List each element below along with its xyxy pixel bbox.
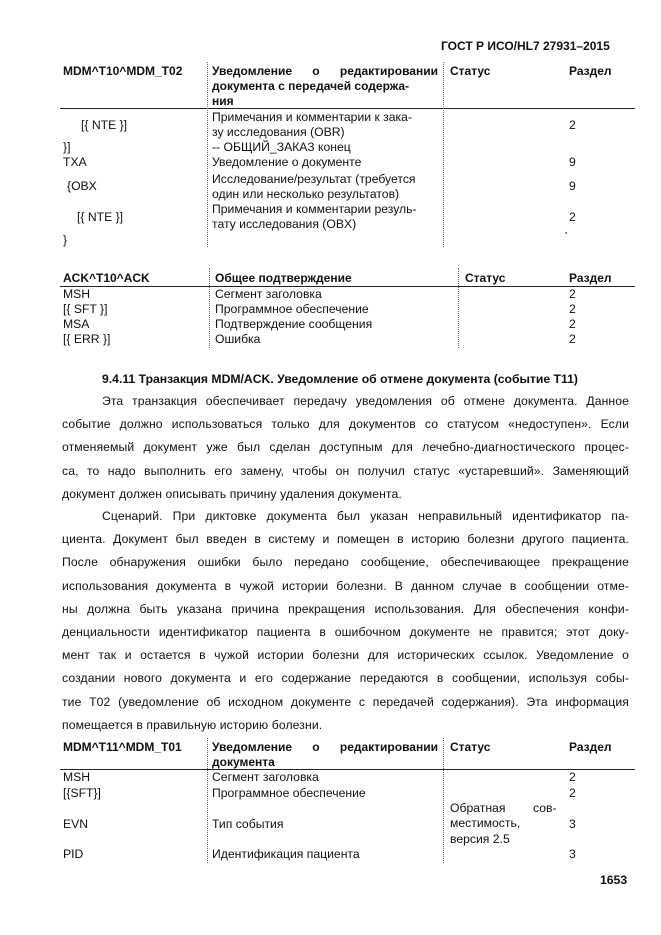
paragraph-line: Эта транзакция обеспечивает передачу уведомления об отмене документа. Данное [102,394,629,408]
table2-header-rule [60,286,635,287]
table-row-desc: Программное обеспечение [215,302,369,316]
table3-r1-section: 2 [569,770,576,784]
table1-r2-segment: }] [63,140,71,154]
table-row-segment: [{ ERR }] [63,332,111,346]
table3-r3-desc: Тип события [212,817,284,831]
page-number: 1653 [600,873,628,887]
table1-r6-segment: } [63,233,68,247]
section-heading: 9.4.11 Транзакция MDM/ACK. Уведомление об отмене документа (событие T11) [102,372,578,386]
table3-col2-header-line1: Уведомление о редактировании [212,740,438,754]
table1-col4-header: Раздел [569,64,612,78]
table1-divider [443,62,444,247]
table3-header-rule [60,769,635,770]
table3-col2-header-line2: документа [212,755,275,769]
paragraph-line: событие должно использоваться только для документов со статусом «недоступен». Если [62,417,629,432]
paragraph-line: создании нового документа и его содержание передаются в сообщении, используя собы- [62,671,629,686]
table1-r5-section: 2 [569,210,576,224]
table2-divider [458,268,459,348]
table1-r1-desc-line2: зу исследования (OBR) [212,125,345,139]
paragraph-line: ны должна быть указана причина прекращения использования. Для обеспечения конфи- [62,601,629,616]
table3-r4-segment: PID [63,847,84,861]
paragraph-line: документ должен описывать причину удаления документа. [62,486,402,501]
table1-r1-section: 2 [569,118,576,132]
paragraph-line: отменяемый документ уже был сделан доступным для лечебно-диагностического процес- [62,440,629,455]
table1-r4-segment: {OBX [67,179,97,193]
table1-col2-header-line1: Уведомление о редактировании [212,64,438,78]
table1-r4-desc-line1: Исследование/результат (требуется [212,172,416,186]
paragraph-1 [62,390,629,506]
standard-header: ГОСТ Р ИСО/HL7 27931–2015 [441,39,610,53]
table1-r2-desc: -- ОБЩИЙ_ЗАКАЗ конец [212,140,351,154]
table-row-section: 2 [569,287,576,301]
table1-r5-desc-line1: Примечания и комментарии резуль- [212,202,417,216]
table1-header-rule [60,108,635,109]
table3-r4-desc: Идентификация пациента [212,847,360,861]
paragraph-line: помещается в правильную историю болезни. [62,717,323,732]
table3-r2-desc: Программное обеспечение [212,786,366,800]
table2-col4-header: Раздел [569,271,612,285]
table1-r1-segment: [{ NTE }] [81,118,128,132]
table3-r2-section: 2 [569,786,576,800]
table3-r1-desc: Сегмент заголовка [212,770,319,784]
paragraph-line: мент так и остается в чужой истории болезни для исторических ссылок. Уведомление о [62,648,629,663]
table1-col3-header: Статус [450,64,491,78]
table-row-section: 2 [569,302,576,316]
table1-r5-segment: [{ NTE }] [77,210,124,224]
table-row-section: 2 [569,317,576,331]
table3-divider [207,738,208,863]
table1-divider [207,62,208,247]
table-row-section: 2 [569,332,576,346]
table3-divider [443,738,444,863]
table1-r4-section: 9 [569,179,576,193]
table3-col4-header: Раздел [569,740,612,754]
table-row-segment: MSH [63,287,91,301]
table1-r4-desc-line2: один или несколько результатов) [212,187,400,201]
table1-r1-desc-line1: Примечания и комментарии к зака- [212,110,412,124]
table3-r3-status-line2: местимость, [450,816,521,830]
table3-r3-segment: EVN [63,817,89,831]
table3-r3-status-line1a: Обратная [450,801,506,815]
table1-col2-header-line3: ния [212,94,234,108]
table3-r3-section: 3 [569,817,576,831]
table-row-segment: MSA [63,317,90,331]
table-row-desc: Подтверждение сообщения [215,317,373,331]
table1-r5-desc-line2: тату исследования (OBX) [212,217,357,231]
table3-r3-status-line1b: сов- [533,801,557,815]
paragraph-line: Сценарий. При диктовке документа был указан неправильный идентификатор па- [102,509,629,523]
table2-col2-header: Общее подтверждение [215,271,352,285]
paragraph-line: циента. Документ был введен в систему и помещен в историю болезни другого пациента. [62,532,629,547]
table1-r3-section: 9 [569,155,576,169]
paragraph-line: денциальности идентификатор пациента в ошибочном документе не правится; этот доку- [62,625,629,640]
table3-col1-header: MDM^T11^MDM_T01 [63,740,182,754]
table2-col1-header: ACK^T10^ACK [63,271,150,285]
table3-r3-status-line3: версия 2.5 [450,832,510,846]
table2-col3-header: Статус [465,271,506,285]
table2-divider [209,268,210,348]
table1-r3-segment: TXA [63,155,87,169]
table1-scan-mark [565,232,567,234]
paragraph-line: са, то надо выполнить его замену, чтобы он получил статус «устаревший». Заменяющий [62,463,629,478]
table3-r4-section: 3 [569,847,576,861]
paragraph-line: После обнаружения ошибки было передано сообщение, обеспечивающее прекращение [62,555,629,570]
table3-r1-segment: MSH [63,770,91,784]
table-row-desc: Ошибка [215,332,261,346]
paragraph-line: использования документа в чужой истории болезни. В данном случае в сообщении отме- [62,578,629,593]
paragraph-2 [62,505,629,737]
paragraph-line: тие T02 (уведомление об исходном документе с передачей содержания). Эта информация [62,694,629,709]
table1-r3-desc: Уведомление о документе [212,155,362,169]
table3-col3-header: Статус [450,740,491,754]
table1-col1-header: MDM^T10^MDM_T02 [63,64,183,78]
table-row-segment: [{ SFT }] [63,302,108,316]
table1-col2-header-line2: документа с передачей содержа- [212,79,410,93]
table-row-desc: Сегмент заголовка [215,287,322,301]
table3-r2-segment: [{SFT}] [63,786,101,800]
